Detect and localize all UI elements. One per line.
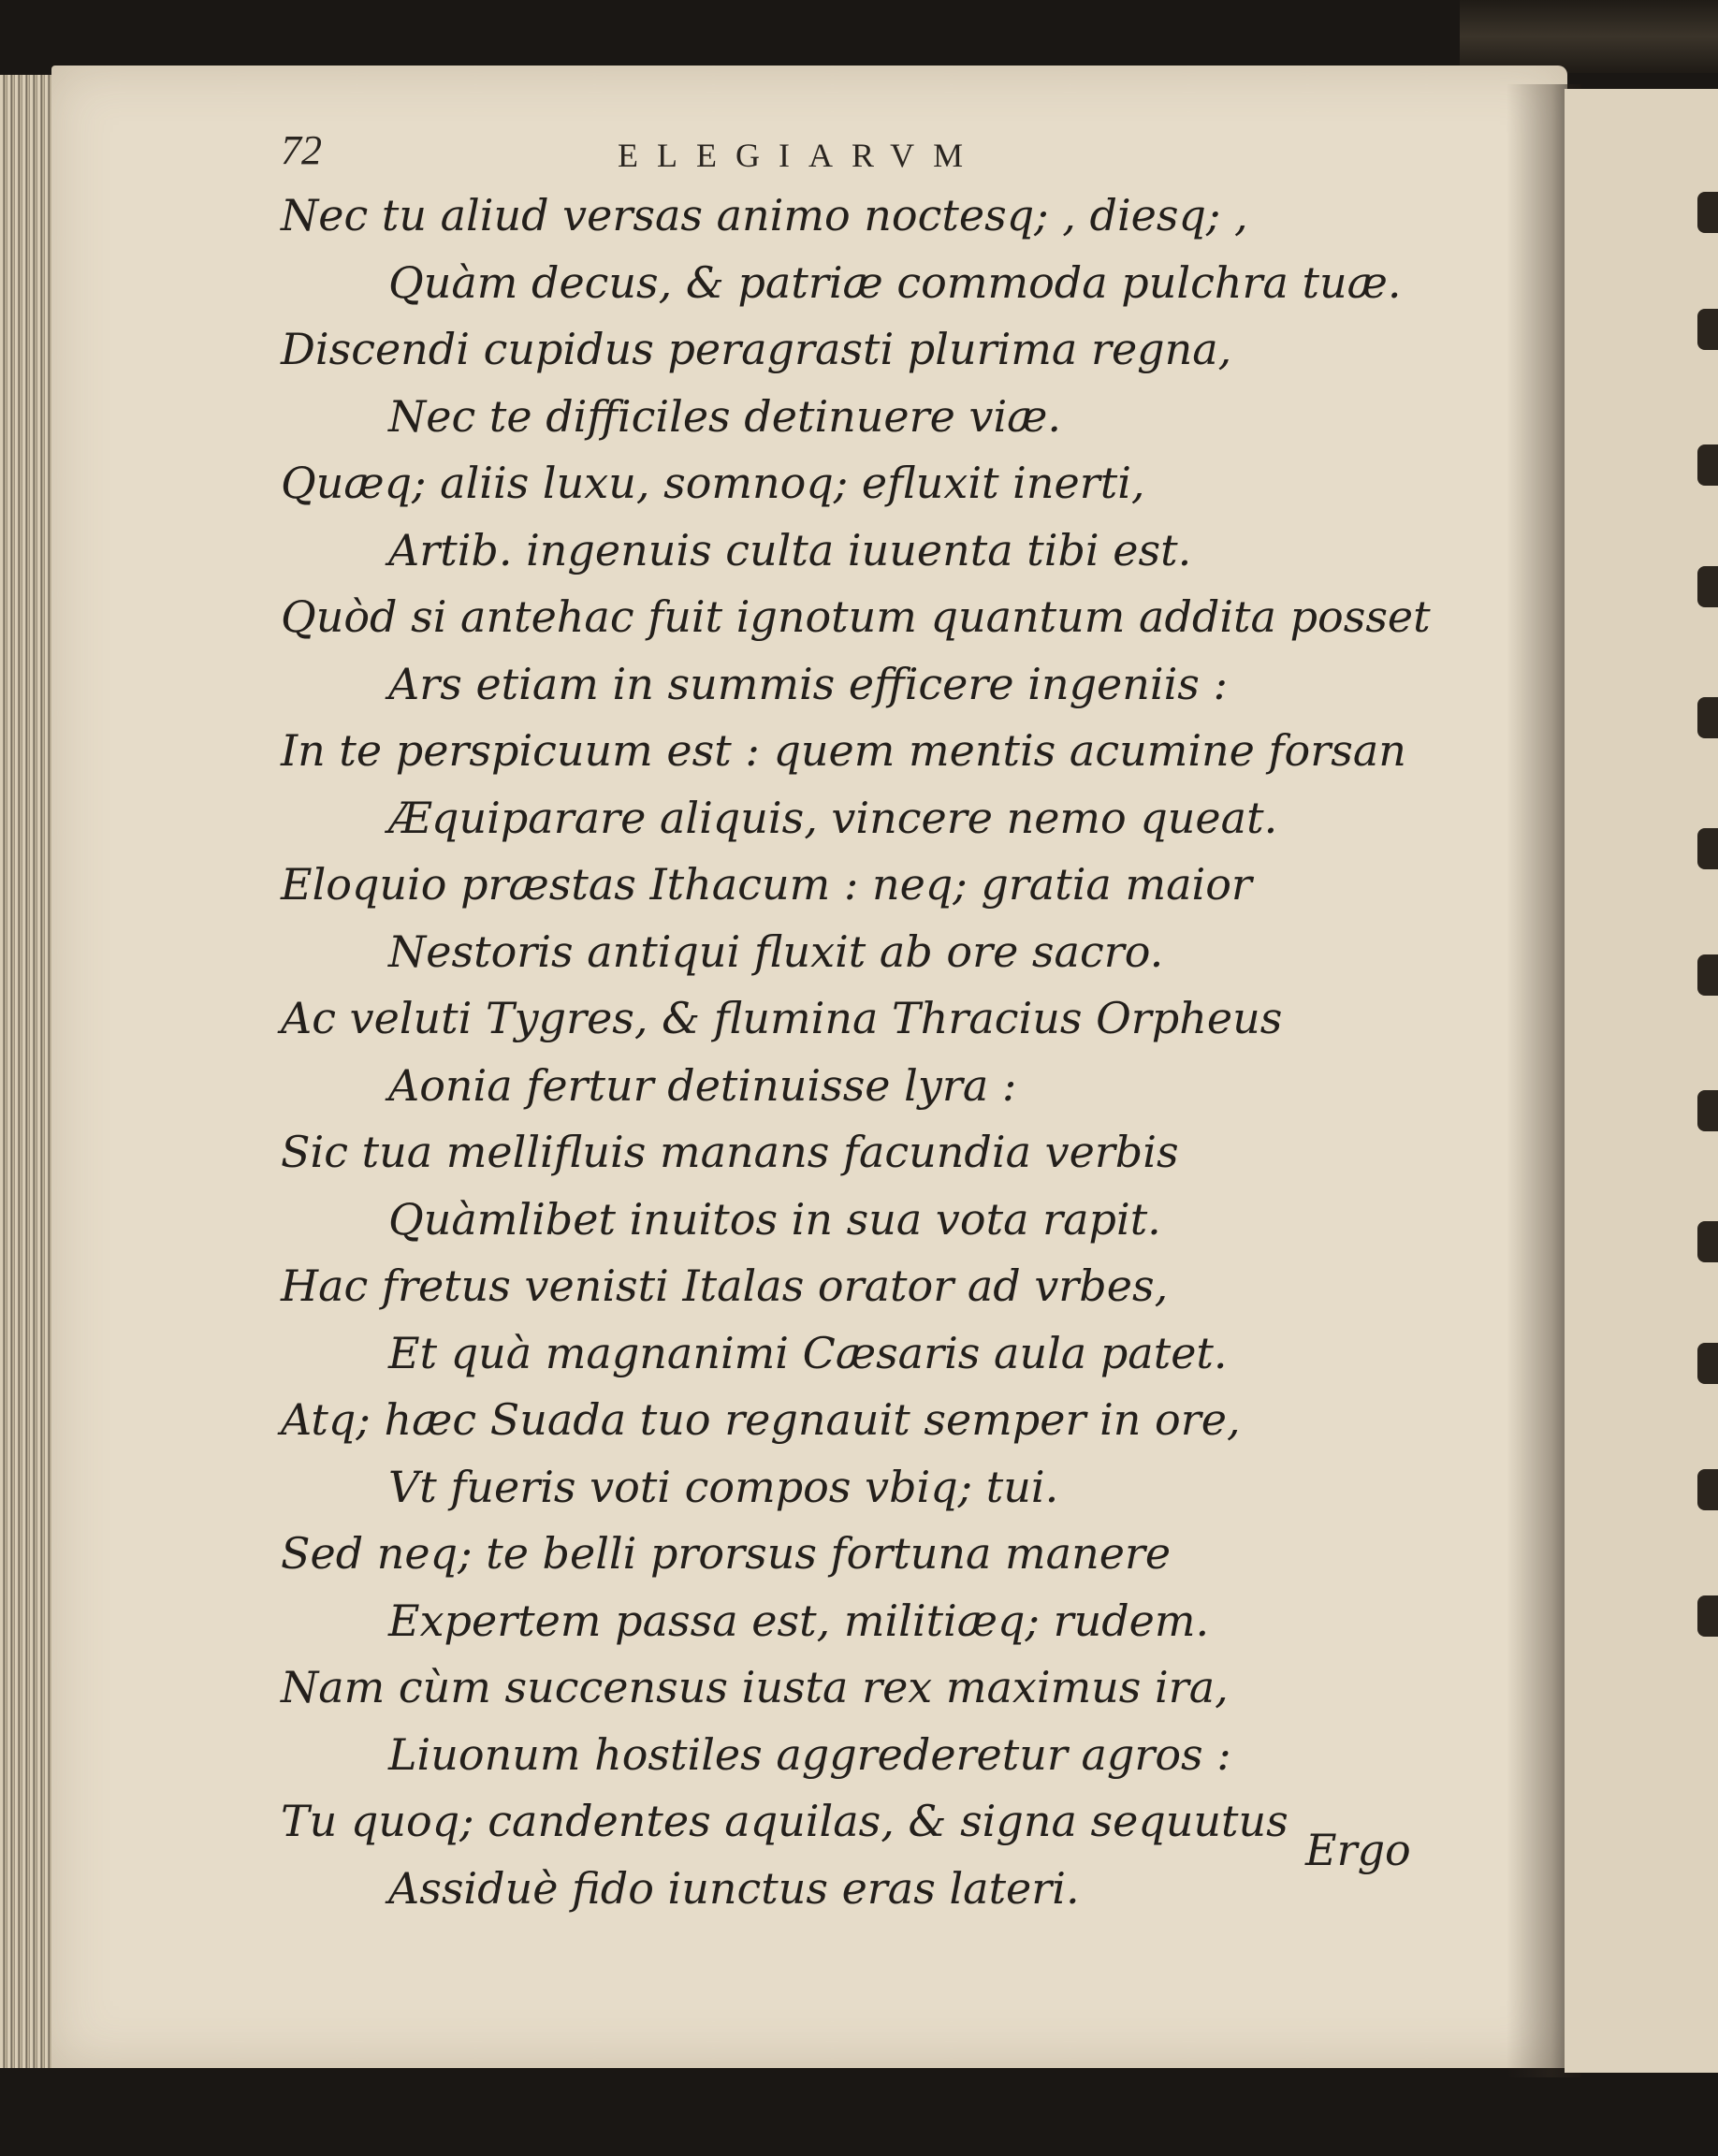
verse-line-pentameter: Nestoris antiqui fluxit ab ore sacro. — [388, 925, 1164, 977]
facing-page-letter-mark — [1697, 309, 1718, 350]
verse-line-hexameter: Sic tua mellifluis manans facundia verbis — [281, 1127, 1179, 1177]
verse-line-hexameter: In te perspicuum est : quem mentis acumine forsan — [281, 725, 1406, 776]
verse-line-pentameter: Et quà magnanimi Cæsaris aula patet. — [388, 1327, 1228, 1378]
verse-line-pentameter: Vt fueris voti compos vbiq; tui. — [388, 1461, 1059, 1512]
verse-line-hexameter: Quæq; aliis luxu, somnoq; efluxit inerti, — [281, 458, 1145, 508]
page-header — [281, 126, 1497, 182]
verse-line-hexameter: Nec tu aliud versas animo noctesq; , diesq; , — [281, 190, 1248, 240]
verse-line-hexameter: Eloquio præstas Ithacum : neq; gratia maior — [281, 859, 1252, 910]
verse-line-pentameter: Artib. ingenuis culta iuuenta tibi est. — [388, 524, 1192, 575]
elegiac-verse — [281, 182, 1460, 1922]
facing-page-letter-mark — [1697, 1469, 1718, 1510]
page-number: 72 — [281, 127, 322, 173]
facing-page-letter-mark — [1697, 444, 1718, 486]
verse-line-pentameter: Assiduè fido iunctus eras lateri. — [388, 1862, 1080, 1914]
verse-line-pentameter: Quàmlibet inuitos in sua vota rapit. — [388, 1193, 1161, 1245]
verse-line-pentameter: Liuonum hostiles aggrederetur agros : — [388, 1728, 1231, 1780]
verse-line-hexameter: Atq; hæc Suada tuo regnauit semper in ore, — [281, 1394, 1241, 1445]
verse-line-hexameter: Hac fretus venisti Italas orator ad vrbes, — [281, 1260, 1169, 1311]
verse-line-pentameter: Nec te difficiles detinuere viæ. — [388, 390, 1062, 442]
facing-page-letter-mark — [1697, 566, 1718, 607]
verse-line-pentameter: Expertem passa est, militiæq; rudem. — [388, 1595, 1210, 1646]
verse-line-pentameter: Quàm decus, & patriæ commoda pulchra tuæ. — [388, 256, 1402, 308]
facing-page-letter-mark — [1697, 1343, 1718, 1384]
facing-page-letter-mark — [1697, 1090, 1718, 1131]
verse-line-pentameter: Æquiparare aliquis, vincere nemo queat. — [388, 792, 1278, 843]
verse-line-hexameter: Sed neq; te belli prorsus fortuna manere — [281, 1528, 1172, 1579]
verse-line-hexameter: Discendi cupidus peragrasti plurima regna, — [281, 324, 1232, 374]
running-head: ELEGIARVM — [618, 137, 983, 174]
facing-page-letter-mark — [1697, 1595, 1718, 1637]
facing-page-edge — [1565, 89, 1718, 2073]
verse-line-pentameter: Aonia fertur detinuisse lyra : — [388, 1059, 1017, 1111]
verse-line-pentameter: Ars etiam in summis efficere ingeniis : — [388, 658, 1229, 709]
facing-page-letter-mark — [1697, 954, 1718, 996]
page-block-edge — [0, 75, 58, 2068]
verse-line-hexameter: Nam cùm succensus iusta rex maximus ira, — [281, 1662, 1229, 1712]
verse-line-hexameter: Quòd si antehac fuit ignotum quantum addita posset — [281, 591, 1431, 642]
verse-line-hexameter: Ac veluti Tygres, & flumina Thracius Orpheus — [281, 993, 1283, 1043]
book-binding — [1460, 0, 1718, 73]
facing-page-letter-mark — [1697, 828, 1718, 869]
verse-line-hexameter: Tu quoq; candentes aquilas, & signa sequutus — [281, 1796, 1288, 1846]
facing-page-letter-mark — [1697, 1221, 1718, 1262]
facing-page-letter-mark — [1697, 192, 1718, 233]
catchword: Ergo — [1305, 1825, 1411, 1875]
facing-page-letter-mark — [1697, 697, 1718, 738]
